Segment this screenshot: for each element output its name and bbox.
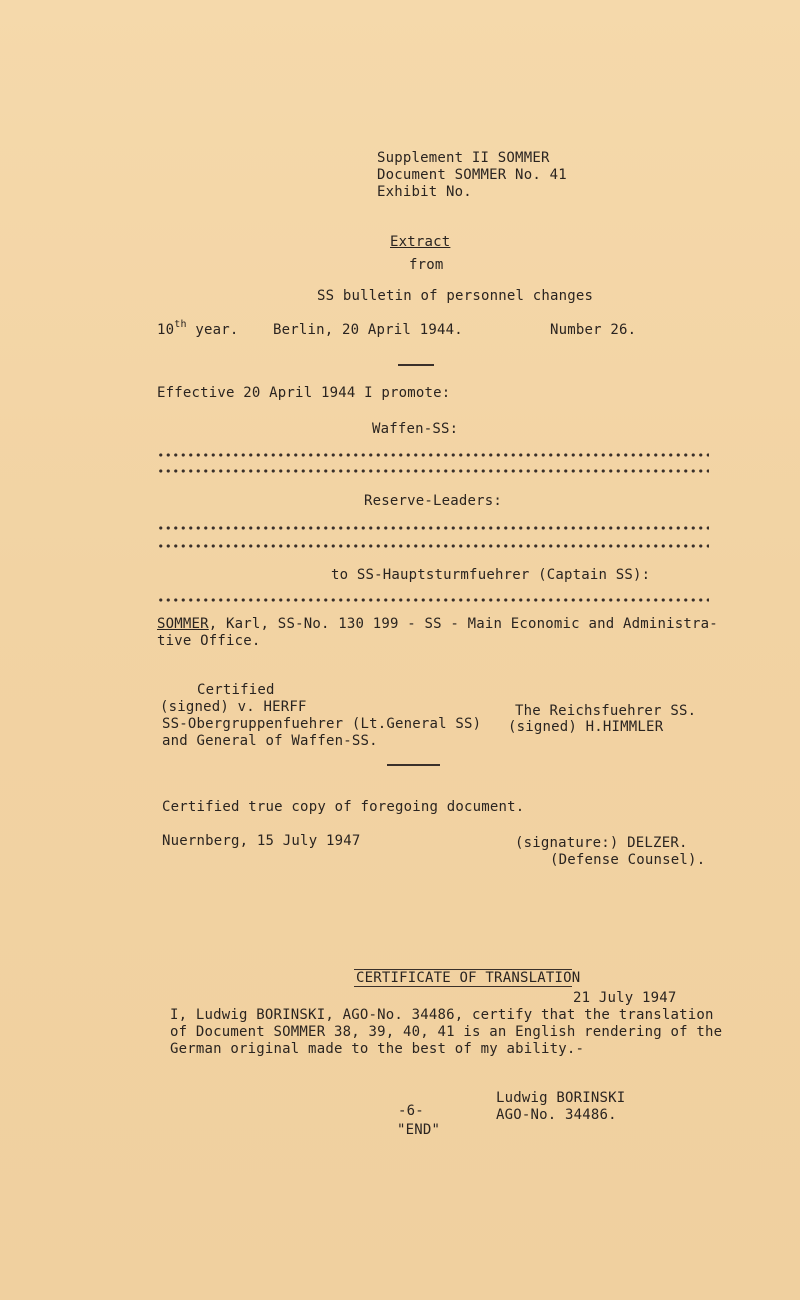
counsel-title: (Defense Counsel). (550, 852, 706, 868)
page-number: -6- (398, 1103, 424, 1119)
section-divider (387, 764, 440, 766)
omitted-line (157, 525, 709, 531)
translation-certificate-heading: CERTIFICATE OF TRANSLATION (356, 970, 581, 986)
year-label: 10th year. (157, 319, 239, 338)
omitted-line (157, 452, 709, 458)
herff-rank: SS-Obergruppenfuehrer (Lt.General SS) (162, 716, 482, 732)
exhibit-line: Exhibit No. (377, 184, 472, 200)
rank-heading: to SS-Hauptsturmfuehrer (Captain SS): (331, 567, 651, 583)
translator-ago-number: AGO-No. 34486. (496, 1107, 617, 1123)
promote-statement: Effective 20 April 1944 I promote: (157, 385, 451, 401)
true-copy-statement: Certified true copy of foregoing document. (162, 799, 525, 815)
heading-underline (354, 986, 572, 987)
herff-rank-continued: and General of Waffen-SS. (162, 733, 378, 749)
place-and-date: Nuernberg, 15 July 1947 (162, 833, 361, 849)
himmler-signature: (signed) H.HIMMLER (508, 719, 664, 735)
promotion-entry-continued: tive Office. (157, 633, 261, 649)
from-text: from (409, 257, 444, 273)
heading-overline (354, 969, 572, 970)
reserve-leaders-heading: Reserve-Leaders: (364, 493, 503, 509)
document-number-line: Document SOMMER No. 41 (377, 167, 567, 183)
omitted-line (157, 468, 709, 474)
extract-heading: Extract (390, 234, 451, 250)
waffen-ss-heading: Waffen-SS: (372, 421, 459, 437)
end-marker: "END" (397, 1122, 441, 1138)
counsel-signature: (signature:) DELZER. (515, 835, 688, 851)
place-date: Berlin, 20 April 1944. (273, 322, 463, 338)
source-title: SS bulletin of personnel changes (317, 288, 594, 304)
supplement-line: Supplement II SOMMER (377, 150, 550, 166)
promotion-entry: SOMMER, Karl, SS-No. 130 199 - SS - Main Economic and Administra- (157, 616, 718, 632)
translation-date: 21 July 1947 (573, 990, 677, 1006)
translator-name: Ludwig BORINSKI (496, 1090, 626, 1106)
certified-label: Certified (197, 682, 275, 698)
entry-surname: SOMMER (157, 616, 209, 632)
omitted-line (157, 543, 709, 549)
bulletin-number: Number 26. (550, 322, 637, 338)
section-divider (398, 364, 434, 366)
translation-text-line: German original made to the best of my ability.- (170, 1041, 585, 1057)
herff-signature: (signed) v. HERFF (160, 699, 307, 715)
omitted-line (157, 597, 709, 603)
reichsfuehrer-title: The Reichsfuehrer SS. (515, 703, 697, 719)
translation-text-line: of Document SOMMER 38, 39, 40, 41 is an English rendering of the (170, 1024, 723, 1040)
translation-text-line: I, Ludwig BORINSKI, AGO-No. 34486, certify that the translation (170, 1007, 714, 1023)
